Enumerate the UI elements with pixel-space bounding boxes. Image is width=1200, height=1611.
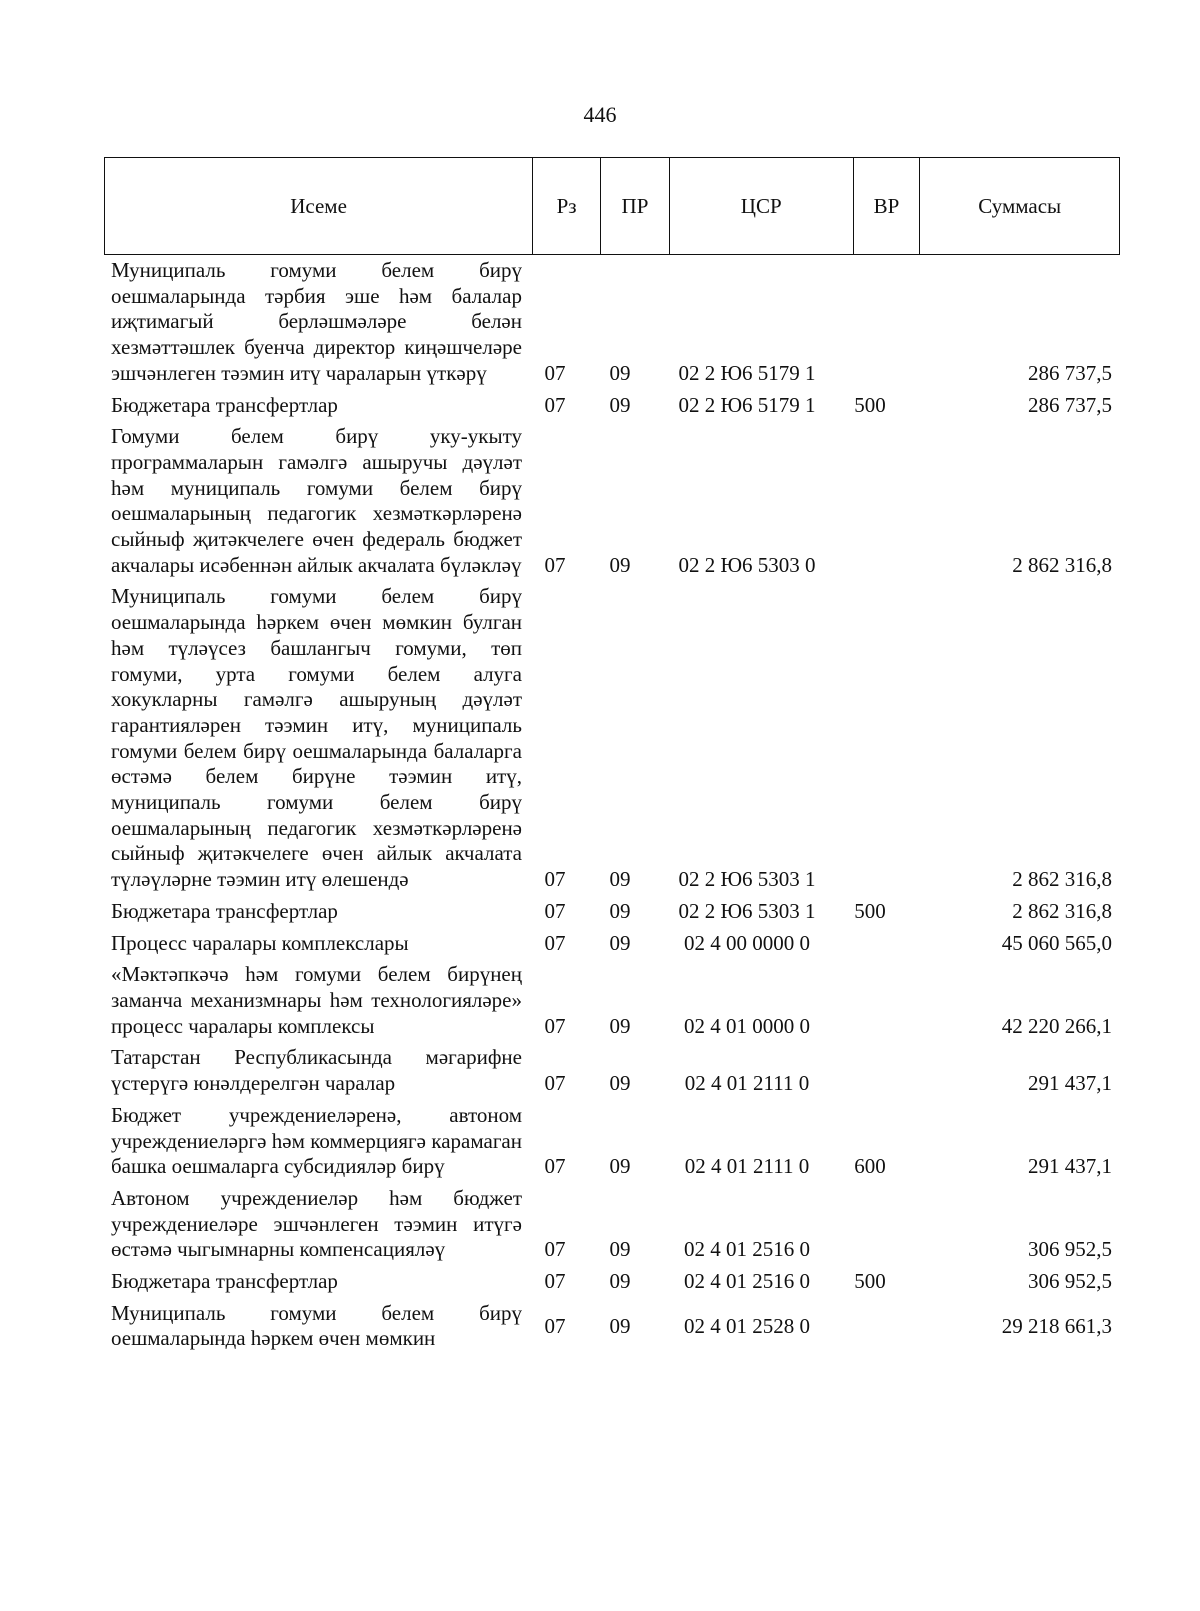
column-header-sum: Суммасы: [978, 193, 1062, 218]
row-csr: 02 4 01 2111 0: [684, 1071, 810, 1096]
row-rz: 07: [544, 1071, 566, 1096]
row-sum: 306 952,5: [1028, 1237, 1112, 1262]
row-csr: 02 2 Ю6 5179 1: [678, 360, 816, 385]
row-name: Муниципаль гомуми белем бирү оешмаларында һәркем өчен мөмкин: [111, 1300, 522, 1351]
row-csr: 02 2 Ю6 5303 1: [678, 898, 816, 923]
row-csr: 02 4 01 2516 0: [684, 1237, 810, 1262]
row-sum: 42 220 266,1: [1001, 1013, 1112, 1038]
row-pr: 09: [609, 1313, 631, 1338]
table-row: [111, 424, 1120, 578]
row-csr: 02 2 Ю6 5179 1: [678, 392, 816, 417]
row-pr: 09: [609, 867, 631, 892]
table-row: [111, 393, 1120, 419]
row-name: «Мәктәпкәчә һәм гомуми белем бирүнең заманча механизмнары һәм технологияләре» процесс чаралары комплексы: [111, 962, 522, 1038]
row-sum: 2 862 316,8: [1012, 552, 1112, 577]
row-csr: 02 2 Ю6 5303 1: [678, 867, 816, 892]
row-sum: 291 437,1: [1028, 1154, 1112, 1179]
table-row: [111, 962, 1120, 1039]
row-pr: 09: [609, 1071, 631, 1096]
row-vr: 500: [854, 392, 886, 417]
row-pr: 09: [609, 552, 631, 577]
row-pr: 09: [609, 392, 631, 417]
row-rz: 07: [544, 930, 566, 955]
row-name: Муниципаль гомуми белем бирү оешмаларында һәркем өчен мөмкин булган һәм түләүсез башлангыч гомуми, төп гомуми, урта гомуми белем алуга хокукларны гамәлгә ашыруның дәүләт гарантияләрен тәэмин итү, муниципаль гомуми белем бирү оешмаларында балаларга өстәмә белем бирүне тәэмин итү, муниципаль гомуми белем бирү оешмаларының педагогик хезмәткәрләренә сыйныф җитәкчелеге өчен айлык акчалата түләүләрне тәэмин итү өлешендә: [111, 584, 522, 892]
row-vr: 500: [854, 898, 886, 923]
row-rz: 07: [544, 360, 566, 385]
row-name: Муниципаль гомуми белем бирү оешмаларында тәрбия эше һәм балалар иҗтимагый берләшмәләре белән хезмәттәшлек буенча директор киңәшчеләре эшчәнлеген тәэмин итү чараларын үткәрү: [111, 258, 522, 385]
row-csr: 02 4 01 2528 0: [684, 1313, 810, 1338]
table-row: [111, 1186, 1120, 1263]
row-rz: 07: [544, 1154, 566, 1179]
table-row: [111, 584, 1120, 892]
row-vr: 500: [854, 1269, 886, 1294]
table-row: [111, 1269, 1120, 1295]
page-number: 446: [583, 102, 617, 127]
row-sum: 286 737,5: [1028, 360, 1112, 385]
row-csr: 02 4 01 2111 0: [684, 1154, 810, 1179]
table-body: [111, 258, 1120, 1358]
row-pr: 09: [609, 1237, 631, 1262]
row-name: Гомуми белем бирү уку-укыту программаларын гамәлгә ашыручы дәүләт һәм муниципаль гомуми белем бирү оешмаларының педагогик хезмәткәрләренә сыйныф җитәкчелеге өчен федераль бюджет акчалары исәбеннән айлык акчалата бүләкләү: [111, 424, 522, 577]
table-row: [111, 1045, 1120, 1096]
row-name: Процесс чаралары комплекслары: [111, 930, 409, 955]
row-pr: 09: [609, 1269, 631, 1294]
row-pr: 09: [609, 898, 631, 923]
column-header-vr: ВР: [854, 158, 921, 254]
row-pr: 09: [609, 360, 631, 385]
row-name: Татарстан Республикасында мәгарифне үстерүгә юнәлдерелгән чаралар: [111, 1045, 522, 1096]
row-sum: 291 437,1: [1028, 1071, 1112, 1096]
row-sum: 45 060 565,0: [1001, 930, 1112, 955]
table-row: [111, 1301, 1120, 1352]
table-row: [111, 931, 1120, 957]
row-name: Бюджетара трансфертлар: [111, 392, 338, 417]
row-rz: 07: [544, 1313, 566, 1338]
row-rz: 07: [544, 552, 566, 577]
row-rz: 07: [544, 1237, 566, 1262]
column-header-pr: ПР: [601, 158, 670, 254]
row-sum: 29 218 661,3: [1001, 1313, 1112, 1338]
row-csr: 02 4 01 0000 0: [684, 1013, 810, 1038]
row-sum: 306 952,5: [1028, 1269, 1112, 1294]
row-sum: 2 862 316,8: [1012, 867, 1112, 892]
row-csr: 02 4 01 2516 0: [684, 1269, 810, 1294]
row-rz: 07: [544, 1269, 566, 1294]
row-pr: 09: [609, 1154, 631, 1179]
row-rz: 07: [544, 898, 566, 923]
row-vr: 600: [854, 1154, 886, 1179]
row-name: Автоном учреждениеләр һәм бюджет учреждениеләре эшчәнлеген тәэмин итүгә өстәмә чыгымнарны компенсацияләү: [111, 1185, 522, 1262]
table-row: [111, 899, 1120, 925]
table-row: [111, 1103, 1120, 1180]
row-rz: 07: [544, 392, 566, 417]
row-csr: 02 2 Ю6 5303 0: [678, 552, 816, 577]
row-name: Бюджетара трансфертлар: [111, 898, 338, 923]
column-header-csr: ЦСР: [670, 158, 854, 254]
table-row: [111, 258, 1120, 387]
table-header: [104, 157, 1120, 255]
column-header-name: Исеме: [105, 158, 533, 254]
row-sum: 2 862 316,8: [1012, 898, 1112, 923]
row-sum: 286 737,5: [1028, 392, 1112, 417]
row-name: Бюджетара трансфертлар: [111, 1269, 338, 1294]
column-header-rz: Рз: [533, 158, 601, 254]
row-rz: 07: [544, 867, 566, 892]
row-rz: 07: [544, 1013, 566, 1038]
row-name: Бюджет учреждениеләренә, автоном учреждениеләргә һәм коммерциягә карамаган башка оешмаларга субсидияләр бирү: [111, 1102, 522, 1179]
row-pr: 09: [609, 1013, 631, 1038]
row-csr: 02 4 00 0000 0: [684, 930, 810, 955]
row-pr: 09: [609, 930, 631, 955]
